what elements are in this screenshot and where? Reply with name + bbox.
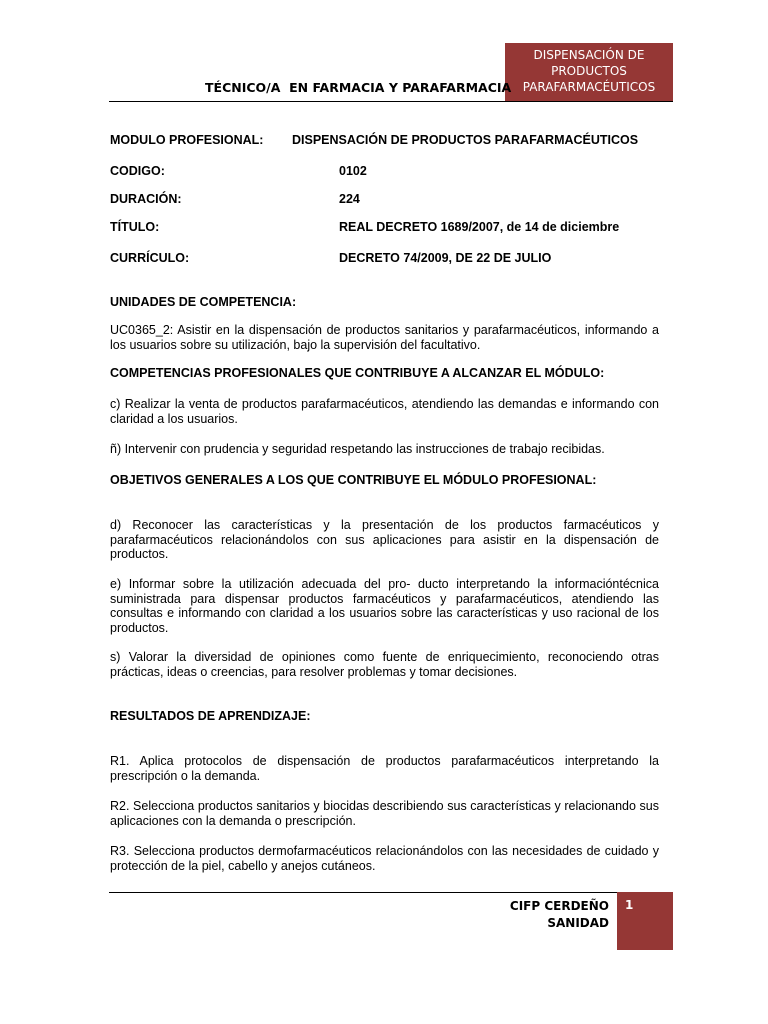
header-divider	[109, 101, 673, 102]
header-box-line: DISPENSACIÓN DE	[533, 48, 645, 62]
titulo-value: REAL DECRETO 1689/2007, de 14 de diciembre	[339, 220, 620, 234]
footer-institution	[510, 898, 609, 932]
resultado-item: R2. Selecciona productos sanitarios y biocidas describiendo sus características y relacionando sus aplicaciones con la demanda o prescripción.	[110, 799, 659, 828]
page-number-box	[617, 892, 673, 950]
competencia-item: ñ) Intervenir con prudencia y seguridad respetando las instrucciones de trabajo recibidas.	[110, 442, 605, 456]
unidades-text: UC0365_2: Asistir en la dispensación de productos sanitarios y parafarmacéuticos, informando a los usuarios sobre su utilización, bajo la supervisión del facultativo.	[110, 323, 659, 352]
codigo-value: 0102	[339, 164, 367, 178]
objetivo-item: s) Valorar la diversidad de opiniones como fuente de enriquecimiento, reconociendo otras prácticas, ideas o creencias, para resolver problemas y tomar decisiones.	[110, 650, 659, 679]
duracion-row	[110, 192, 360, 206]
modulo-row	[110, 133, 639, 147]
footer-line: SANIDAD	[547, 916, 609, 930]
codigo-row	[110, 164, 367, 178]
objetivos-heading: OBJETIVOS GENERALES A LOS QUE CONTRIBUYE EL MÓDULO PROFESIONAL:	[110, 473, 597, 487]
footer-divider	[109, 892, 617, 893]
curriculo-label: CURRÍCULO:	[110, 251, 190, 265]
resultado-item: R1. Aplica protocolos de dispensación de productos parafarmacéuticos interpretando la prescripción o la demanda.	[110, 754, 659, 783]
duracion-label: DURACIÓN:	[110, 192, 182, 206]
curriculo-value: DECRETO 74/2009, DE 22 DE JULIO	[339, 251, 552, 265]
footer-line: CIFP CERDEÑO	[509, 899, 609, 913]
duracion-value: 224	[339, 192, 360, 206]
modulo-label: MODULO PROFESIONAL:	[110, 133, 264, 147]
resultados-heading: RESULTADOS DE APRENDIZAJE:	[110, 709, 311, 723]
page-number: 1	[625, 898, 634, 912]
header-module-box	[505, 43, 673, 101]
modulo-value: DISPENSACIÓN DE PRODUCTOS PARAFARMACÉUTICOS	[292, 133, 639, 147]
competencias-heading: COMPETENCIAS PROFESIONALES QUE CONTRIBUYE A ALCANZAR EL MÓDULO:	[110, 366, 605, 380]
titulo-label: TÍTULO:	[110, 220, 160, 234]
unidades-heading: UNIDADES DE COMPETENCIA:	[110, 295, 297, 309]
header-title: TÉCNICO/A EN FARMACIA Y PARAFARMACIA	[205, 80, 512, 95]
competencia-item: c) Realizar la venta de productos parafarmacéuticos, atendiendo las demandas e informando con claridad a los usuarios.	[110, 397, 659, 426]
titulo-row	[110, 220, 620, 234]
objetivo-item: d) Reconocer las características y la presentación de los productos farmacéuticos y parafarmacéuticos relacionándolos con sus aplicaciones para asistir en la dispensación de productos.	[110, 518, 659, 561]
header-box-line: PARAFARMACÉUTICOS	[522, 80, 656, 94]
codigo-label: CODIGO:	[110, 164, 165, 178]
objetivo-item: e) Informar sobre la utilización adecuada del pro- ducto interpretando la informacióntécnica suministrada para dispensar productos farmacéuticos y parafarmacéuticos, atendiendo las consultas e informando con claridad a los usuarios sobre las características y uso racional de los productos.	[110, 577, 659, 635]
resultado-item: R3. Selecciona productos dermofarmacéuticos relacionándolos con las necesidades de cuidado y protección de la piel, cabello y anejos cutáneos.	[110, 844, 659, 873]
curriculo-row	[110, 251, 552, 265]
header-box-line: PRODUCTOS	[551, 64, 627, 78]
